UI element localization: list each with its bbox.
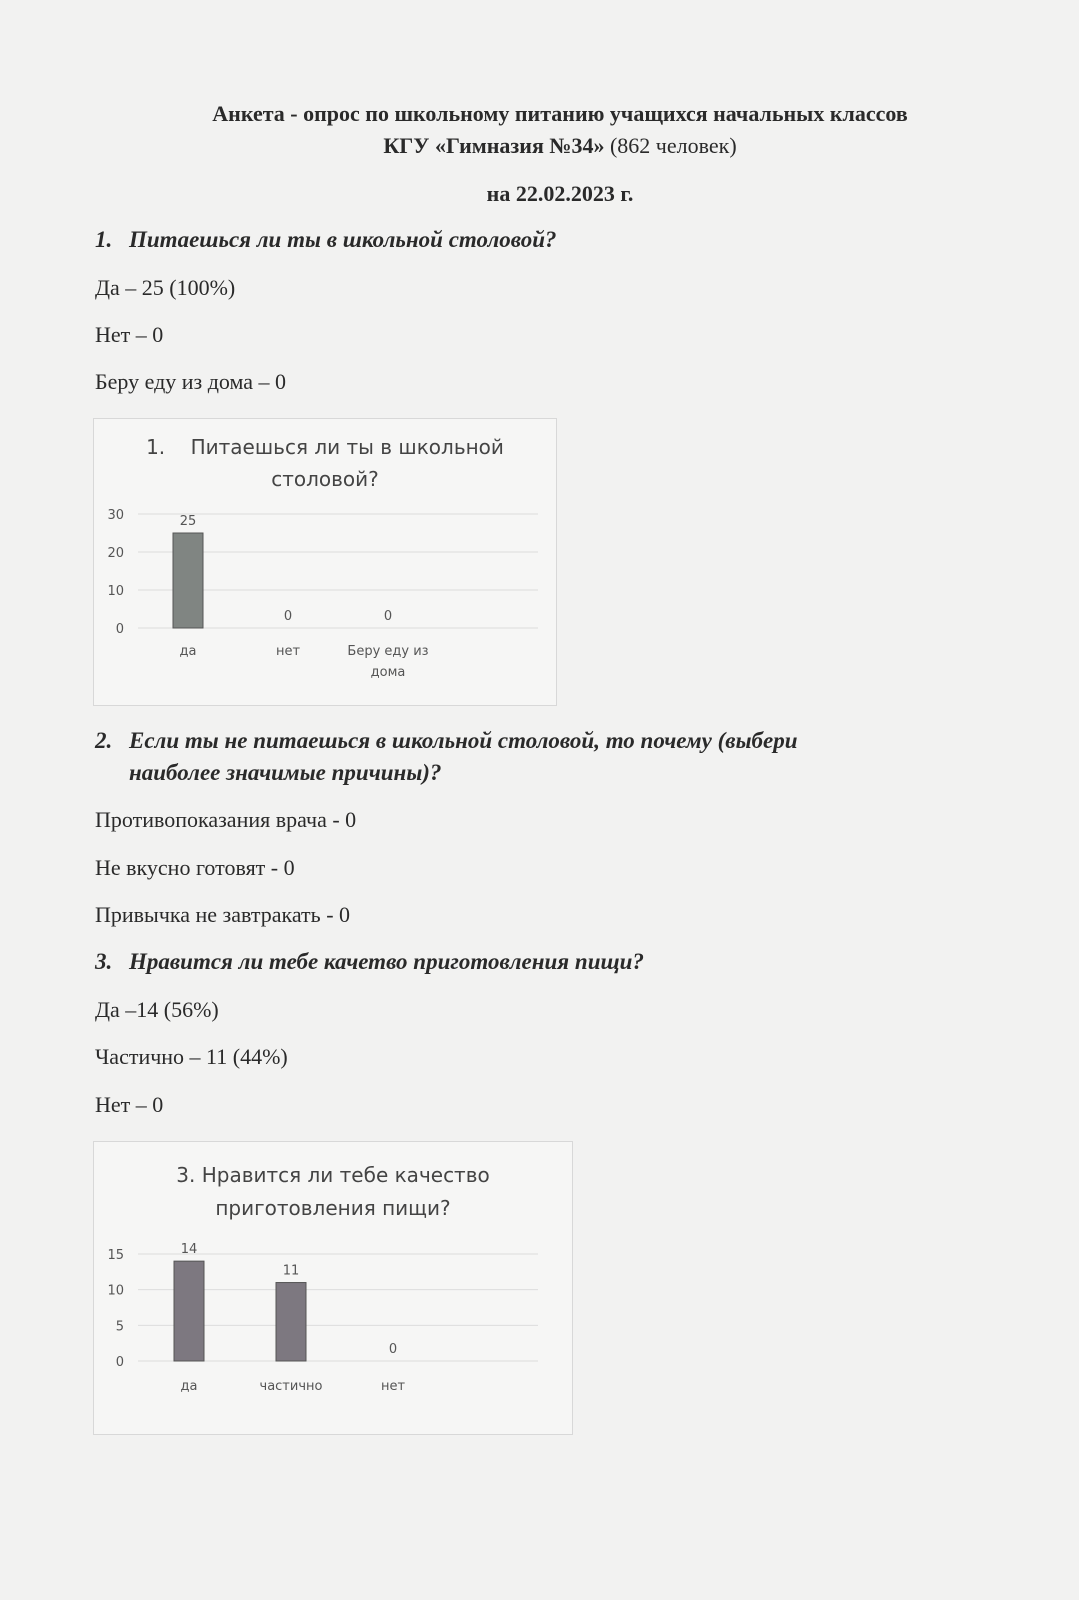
x-tick-label: частично xyxy=(259,1379,323,1394)
data-label: 25 xyxy=(179,514,197,529)
x-tick-label: нет xyxy=(275,644,301,659)
chart-title-line-2: приготовления пищи? xyxy=(215,1196,451,1220)
q3-answer: Нет – 0 xyxy=(95,1092,164,1117)
q3-answer: Частично – 11 (44%) xyxy=(95,1044,288,1069)
chart-title-line-2: столовой? xyxy=(271,467,379,491)
bar xyxy=(173,533,203,628)
bar xyxy=(174,1261,204,1361)
chart-title: 3. Нравится ли тебе качество xyxy=(176,1163,490,1187)
q1-answer: Беру еду из дома – 0 xyxy=(95,369,287,394)
q2-answer: Не вкусно готовят - 0 xyxy=(95,855,295,880)
question-3 xyxy=(95,946,915,978)
respondent-count: (862 человек) xyxy=(604,133,737,158)
question-1 xyxy=(95,224,915,256)
school-name: КГУ «Гимназия №34» xyxy=(383,133,605,158)
question-number: 3. xyxy=(95,949,113,974)
y-tick-label: 10 xyxy=(107,1283,124,1299)
question-text: Если ты не питаешься в школьной столовой, то почему (выбери xyxy=(129,728,798,753)
survey-date: на 22.02.2023 г. xyxy=(486,181,634,206)
data-label: 14 xyxy=(180,1242,198,1258)
x-tick-label: дома xyxy=(370,665,406,680)
chart-plot xyxy=(94,1142,572,1434)
data-label: 11 xyxy=(282,1263,300,1279)
question-text-continued: наиболее значимые причины)? xyxy=(129,760,442,785)
y-tick-label: 20 xyxy=(107,546,124,561)
x-tick-label: Беру еду из xyxy=(347,644,429,659)
y-tick-label: 0 xyxy=(115,1355,124,1370)
x-tick-label: нет xyxy=(380,1379,406,1394)
data-label: 0 xyxy=(388,1342,398,1357)
x-tick-label: да xyxy=(180,1379,198,1394)
chart-title: 1. Питаешься ли ты в школьной xyxy=(146,435,504,459)
document-title xyxy=(60,98,1060,130)
y-tick-label: 15 xyxy=(107,1248,124,1263)
chart-q3 xyxy=(93,1141,573,1435)
question-number: 1. xyxy=(95,227,113,252)
q2-answer: Противопоказания врача - 0 xyxy=(95,807,357,832)
chart-q1 xyxy=(93,418,557,706)
title-line-1: Анкета - опрос по школьному питанию учащихся начальных классов xyxy=(212,101,908,126)
q1-answer: Да – 25 (100%) xyxy=(95,275,236,300)
question-text: Нравится ли тебе качетво приготовления пищи? xyxy=(129,949,644,974)
question-number: 2. xyxy=(95,728,113,753)
y-tick-label: 10 xyxy=(107,584,124,599)
y-tick-label: 0 xyxy=(115,622,124,637)
q2-answer: Привычка не завтракать - 0 xyxy=(95,902,351,927)
data-label: 0 xyxy=(283,609,293,624)
question-2 xyxy=(95,725,915,789)
y-tick-label: 30 xyxy=(107,508,124,523)
document-subtitle xyxy=(60,130,1060,162)
y-tick-label: 5 xyxy=(115,1319,124,1335)
x-tick-label: да xyxy=(179,644,197,659)
bar xyxy=(276,1283,306,1361)
data-label: 0 xyxy=(383,609,393,624)
q1-answer: Нет – 0 xyxy=(95,322,164,347)
question-text: Питаешься ли ты в школьной столовой? xyxy=(129,227,557,252)
chart-plot xyxy=(94,419,556,705)
q3-answer: Да –14 (56%) xyxy=(95,997,219,1022)
